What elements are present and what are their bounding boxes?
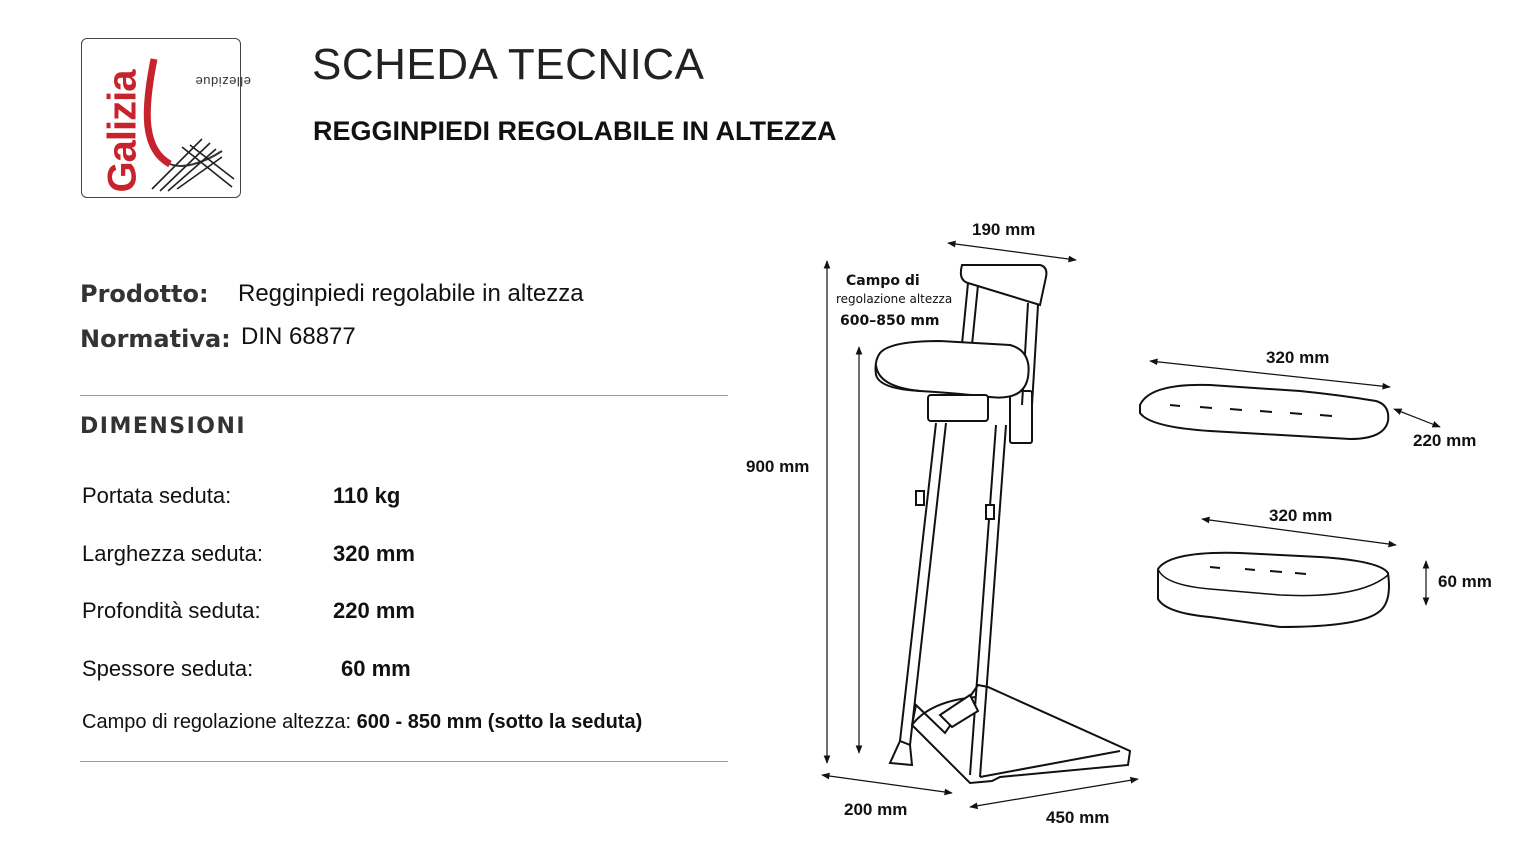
brand-logo [81, 38, 251, 198]
spec-value-profondita: 220 mm [333, 598, 415, 623]
campo-range: 600–850 mm [840, 313, 940, 329]
page-title: SCHEDA TECNICA [312, 40, 705, 89]
campo-title: Campo di [846, 273, 920, 289]
normativa-label: Normativa: [80, 325, 231, 353]
spec-label-spessore: Spessore seduta: [82, 656, 254, 681]
dim-seat-side-width: 320 mm [1269, 506, 1333, 525]
dim-line-seat-top-depth [1394, 409, 1440, 427]
spec-label-profondita: Profondità seduta: [82, 598, 261, 623]
dim-line-base-depth [822, 775, 952, 793]
logo-wordmark: Galizia [100, 70, 145, 193]
range-label: Campo di regolazione altezza: [82, 711, 352, 733]
prodotto-label: Prodotto: [80, 280, 209, 308]
spec-value-larghezza: 320 mm [333, 541, 415, 566]
stand-frame [876, 265, 1131, 783]
spec-value-portata: 110 kg [333, 483, 401, 508]
divider-bottom [80, 761, 728, 762]
dim-seat-top-width: 320 mm [1266, 348, 1330, 367]
range-value: 600 - 850 mm (sotto la seduta) [356, 711, 643, 733]
section-heading: DIMENSIONI [80, 414, 247, 439]
dim-base-depth: 200 mm [844, 800, 908, 819]
dim-base-width: 450 mm [1046, 808, 1110, 827]
dim-seat-top-depth: 220 mm [1413, 431, 1477, 450]
spec-value-spessore: 60 mm [341, 656, 411, 681]
normativa-value: DIN 68877 [241, 323, 356, 350]
divider-top [80, 395, 728, 396]
dim-top-width: 190 mm [972, 220, 1036, 239]
dim-total-height: 900 mm [746, 457, 810, 476]
dim-seat-thickness: 60 mm [1438, 572, 1492, 591]
spec-label-portata: Portata seduta: [82, 483, 232, 508]
dim-line-base-width [970, 779, 1138, 807]
range-note [82, 711, 642, 734]
logo-subbrand: ellezidue [195, 74, 251, 89]
campo-sub: regolazione altezza [836, 292, 953, 306]
spec-label-larghezza: Larghezza seduta: [82, 541, 264, 566]
prodotto-value: Regginpiedi regolabile in altezza [238, 280, 584, 307]
dim-line-top-width [948, 243, 1076, 260]
technical-drawing [740, 205, 1520, 835]
product-subtitle: REGGINPIEDI REGOLABILE IN ALTEZZA [313, 116, 837, 146]
